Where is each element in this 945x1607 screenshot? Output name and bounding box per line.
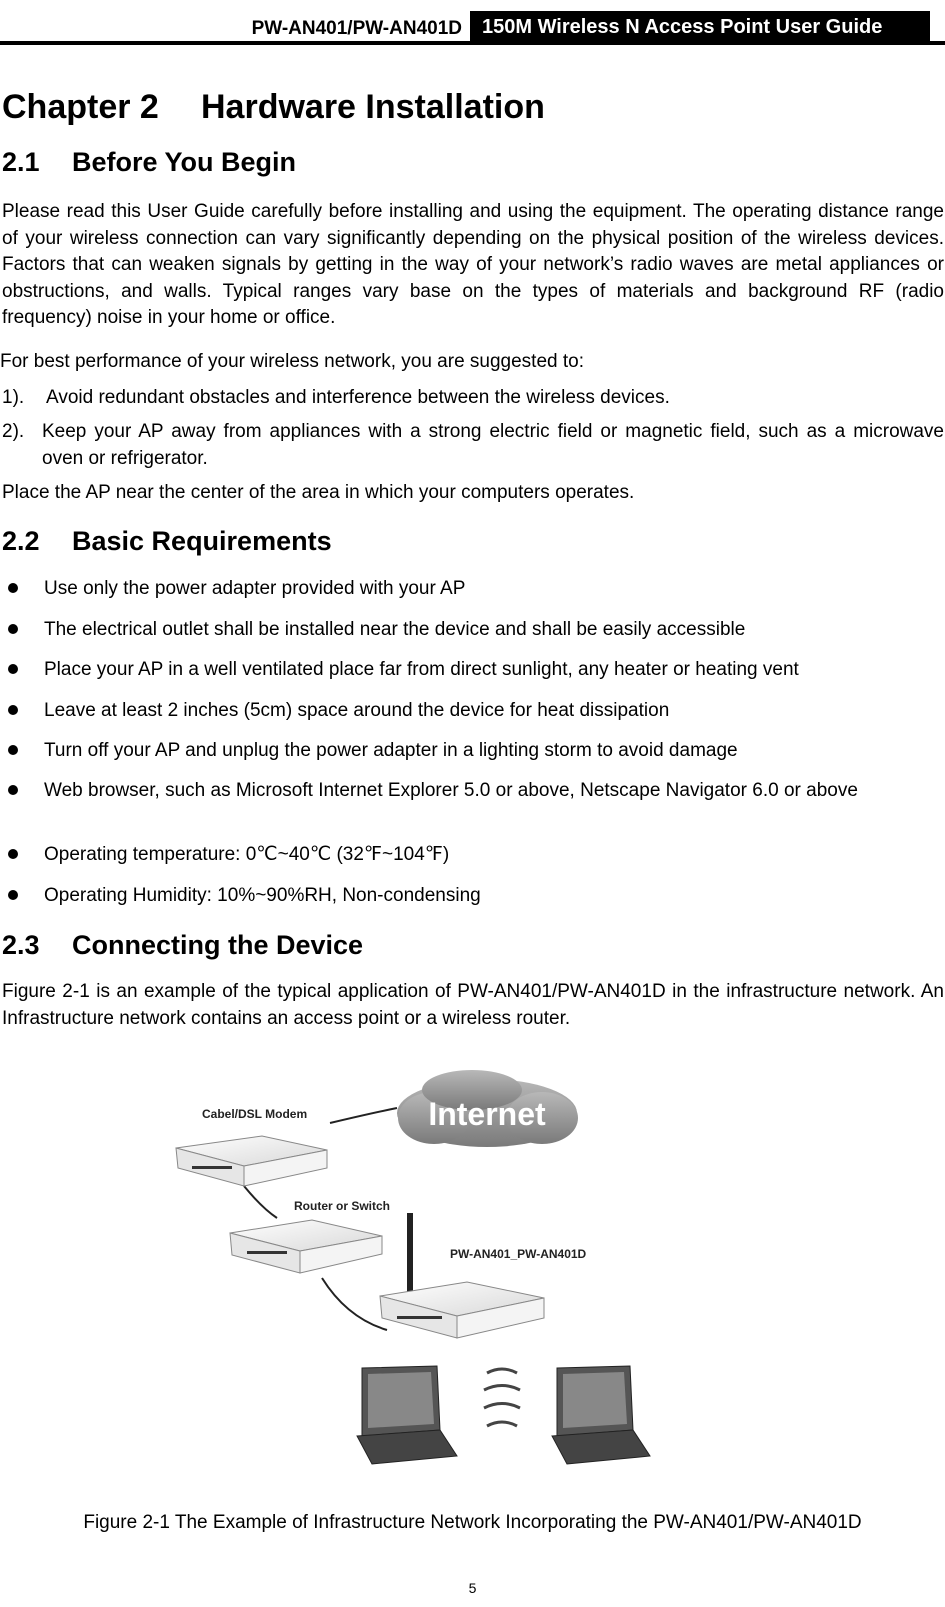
item-text: Avoid redundant obstacles and interference between the wireless devices. [46, 387, 670, 408]
internet-label: Internet [428, 1096, 546, 1132]
chapter-title: Hardware Installation [201, 88, 545, 126]
list-item-text: Use only the power adapter provided with your AP [44, 578, 466, 599]
section-number: 2.1 [2, 147, 40, 177]
modem-router-cable [244, 1186, 277, 1218]
suggestion-intro: For best performance of your wireless network, you are suggested to: [0, 351, 584, 372]
access-point-icon [380, 1213, 544, 1338]
list-item-text: Operating temperature: 0℃~40℃ (32℉~104℉) [44, 844, 450, 865]
list-item-text: The electrical outlet shall be installed near the device and shall be easily accessible [44, 619, 746, 640]
list-item [0, 656, 943, 683]
laptop-left-icon [357, 1366, 457, 1464]
router-icon [230, 1220, 382, 1273]
network-diagram [172, 1068, 702, 1498]
bullet-icon [8, 583, 18, 593]
chapter-heading [2, 88, 545, 127]
modem-label: Cabel/DSL Modem [202, 1107, 308, 1121]
section-2-3-heading [2, 930, 363, 961]
connection-paragraph: Figure 2-1 is an example of the typical application of PW-AN401/PW-AN401D in the infrastructure network. An Infrastructure network contains an access point or a wireless router. [2, 981, 944, 1029]
list-item [0, 616, 943, 643]
list-item-text: Place your AP in a well ventilated place far from direct sunlight, any heater or heating vent [44, 659, 799, 680]
list-item-text: Web browser, such as Microsoft Internet Explorer 5.0 or above, Netscape Navigator 6.0 or above [44, 780, 858, 801]
bullet-icon [8, 664, 18, 674]
list-item [0, 882, 943, 909]
header-rule [0, 41, 945, 45]
section-number: 2.3 [2, 930, 40, 960]
item-text: Keep your AP away from appliances with a strong electric field or magnetic field, such as a microwave oven or refrigerator. [42, 421, 944, 469]
bullet-icon [8, 890, 18, 900]
list-item-text: Turn off your AP and unplug the power adapter in a lighting storm to avoid damage [44, 740, 738, 761]
list-item [0, 777, 943, 804]
section-title: Basic Requirements [72, 526, 332, 556]
list-item-text: Operating Humidity: 10%~90%RH, Non-condensing [44, 885, 481, 906]
list-item [0, 575, 943, 602]
section-number: 2.2 [2, 526, 40, 556]
header-model: PW-AN401/PW-AN401D [251, 18, 462, 39]
modem-internet-cable [330, 1108, 397, 1123]
header-guide-title: 150M Wireless N Access Point User Guide [470, 11, 930, 44]
list-item [0, 841, 943, 868]
figure-caption: Figure 2-1 The Example of Infrastructure Network Incorporating the PW-AN401/PW-AN401D [83, 1512, 862, 1533]
bullet-icon [8, 785, 18, 795]
bullet-icon [8, 705, 18, 715]
list-item [0, 697, 943, 724]
wireless-signal-icon [484, 1369, 520, 1426]
chapter-number: Chapter 2 [2, 88, 159, 126]
laptop-right-icon [552, 1366, 650, 1464]
item-label: 1). [2, 387, 25, 408]
numbered-item [2, 418, 944, 472]
intro-paragraph: Please read this User Guide carefully before installing and using the equipment. The operating distance range of your wireless connection can vary significantly depending on the physical position of the wireless devices. Factors that can weaken signals by getting in the way of your network’s radio waves are metal appliances or obstructions, and walls. Typical ranges vary base on the types of materials and background RF (radio frequency) noise in your home or office. [2, 201, 944, 328]
section-2-2-heading [2, 526, 332, 557]
modem-icon [176, 1136, 327, 1186]
numbered-item [2, 384, 944, 411]
list-item [0, 737, 943, 764]
bullet-icon [8, 624, 18, 634]
placement-note: Place the AP near the center of the area in which your computers operates. [2, 482, 635, 503]
bullet-icon [8, 745, 18, 755]
item-label: 2). [2, 421, 25, 442]
router-label: Router or Switch [294, 1199, 391, 1213]
section-title: Before You Begin [72, 147, 297, 177]
router-ap-cable [322, 1278, 387, 1330]
ap-label: PW-AN401_PW-AN401D [450, 1247, 587, 1261]
page-number: 5 [468, 1580, 477, 1596]
section-2-1-heading [2, 147, 296, 178]
bullet-icon [8, 849, 18, 859]
section-title: Connecting the Device [72, 930, 364, 960]
list-item-text: Leave at least 2 inches (5cm) space around the device for heat dissipation [44, 700, 670, 721]
